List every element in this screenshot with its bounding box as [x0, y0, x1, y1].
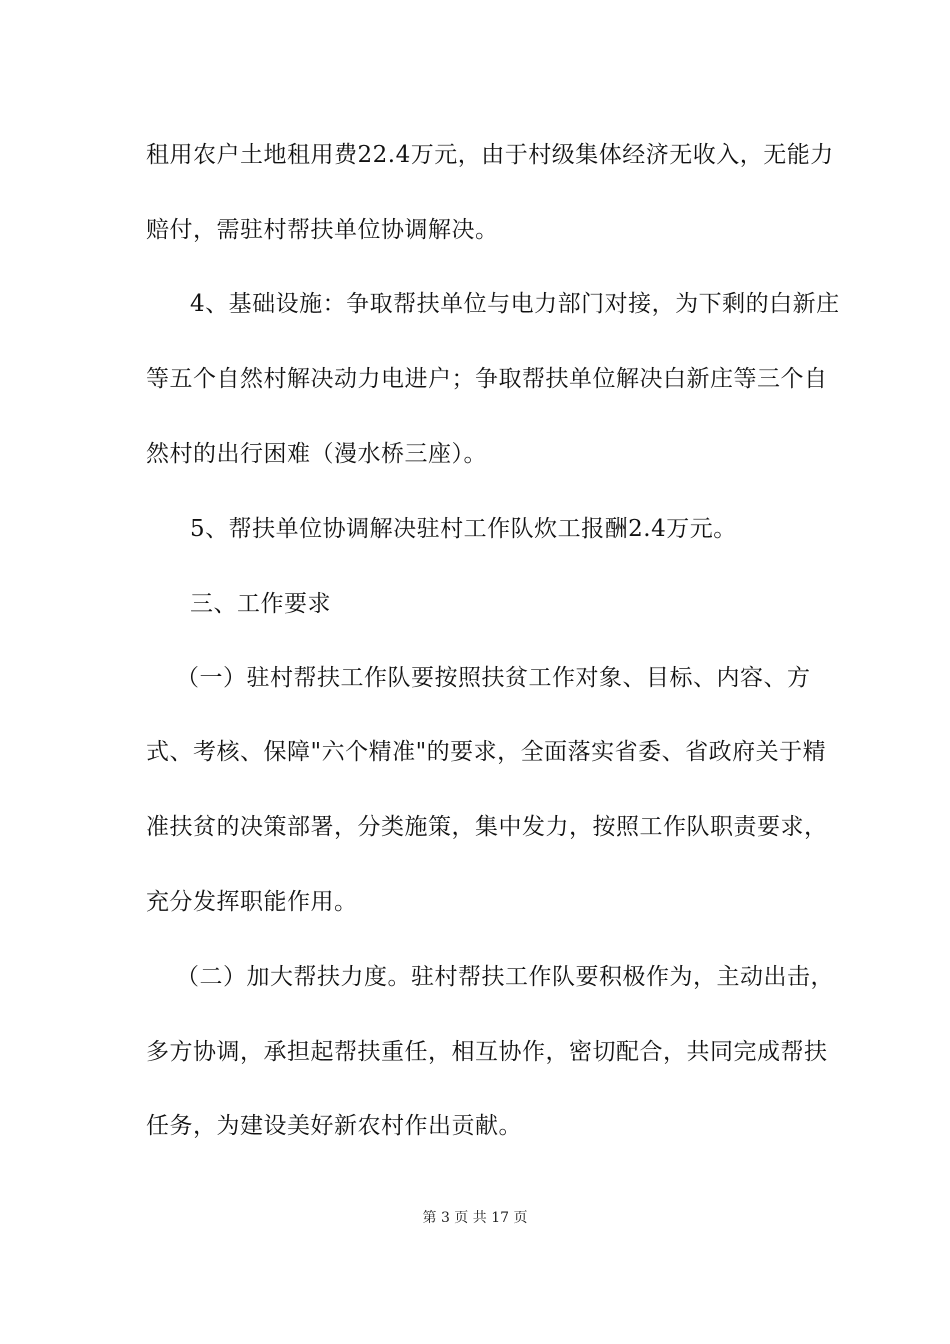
text-line: 充分发挥职能作用。 [146, 889, 358, 915]
text-line: （二）加大帮扶力度。驻村帮扶工作队要积极作为，主动出击， [176, 964, 834, 990]
text-line: 多方协调，承担起帮扶重任，相互协作，密切配合，共同完成帮扶 [146, 1039, 828, 1065]
text-line: 租用农户土地租用费22.4万元，由于村级集体经济无收入，无能力 [146, 142, 834, 168]
text-line: 4、基础设施：争取帮扶单位与电力部门对接，为下剩的白新庄 [190, 291, 840, 317]
text-line: 等五个自然村解决动力电进户；争取帮扶单位解决白新庄等三个自 [146, 366, 828, 392]
text-line: 然村的出行困难（漫水桥三座）。 [146, 441, 487, 467]
text-line: 准扶贫的决策部署，分类施策，集中发力，按照工作队职责要求， [146, 814, 828, 840]
page-number-footer: 第 3 页 共 17 页 [422, 1210, 528, 1226]
text-line: 5、帮扶单位协调解决驻村工作队炊工报酬2.4万元。 [190, 516, 737, 542]
text-line: （一）驻村帮扶工作队要按照扶贫工作对象、目标、内容、方 [176, 665, 811, 691]
text-line: 赔付，需驻村帮扶单位协调解决。 [146, 217, 499, 243]
text-line: 任务，为建设美好新农村作出贡献。 [146, 1113, 522, 1139]
section-heading: 三、工作要求 [190, 591, 331, 617]
text-line: 式、考核、保障"六个精准"的要求，全面落实省委、省政府关于精 [146, 739, 827, 765]
